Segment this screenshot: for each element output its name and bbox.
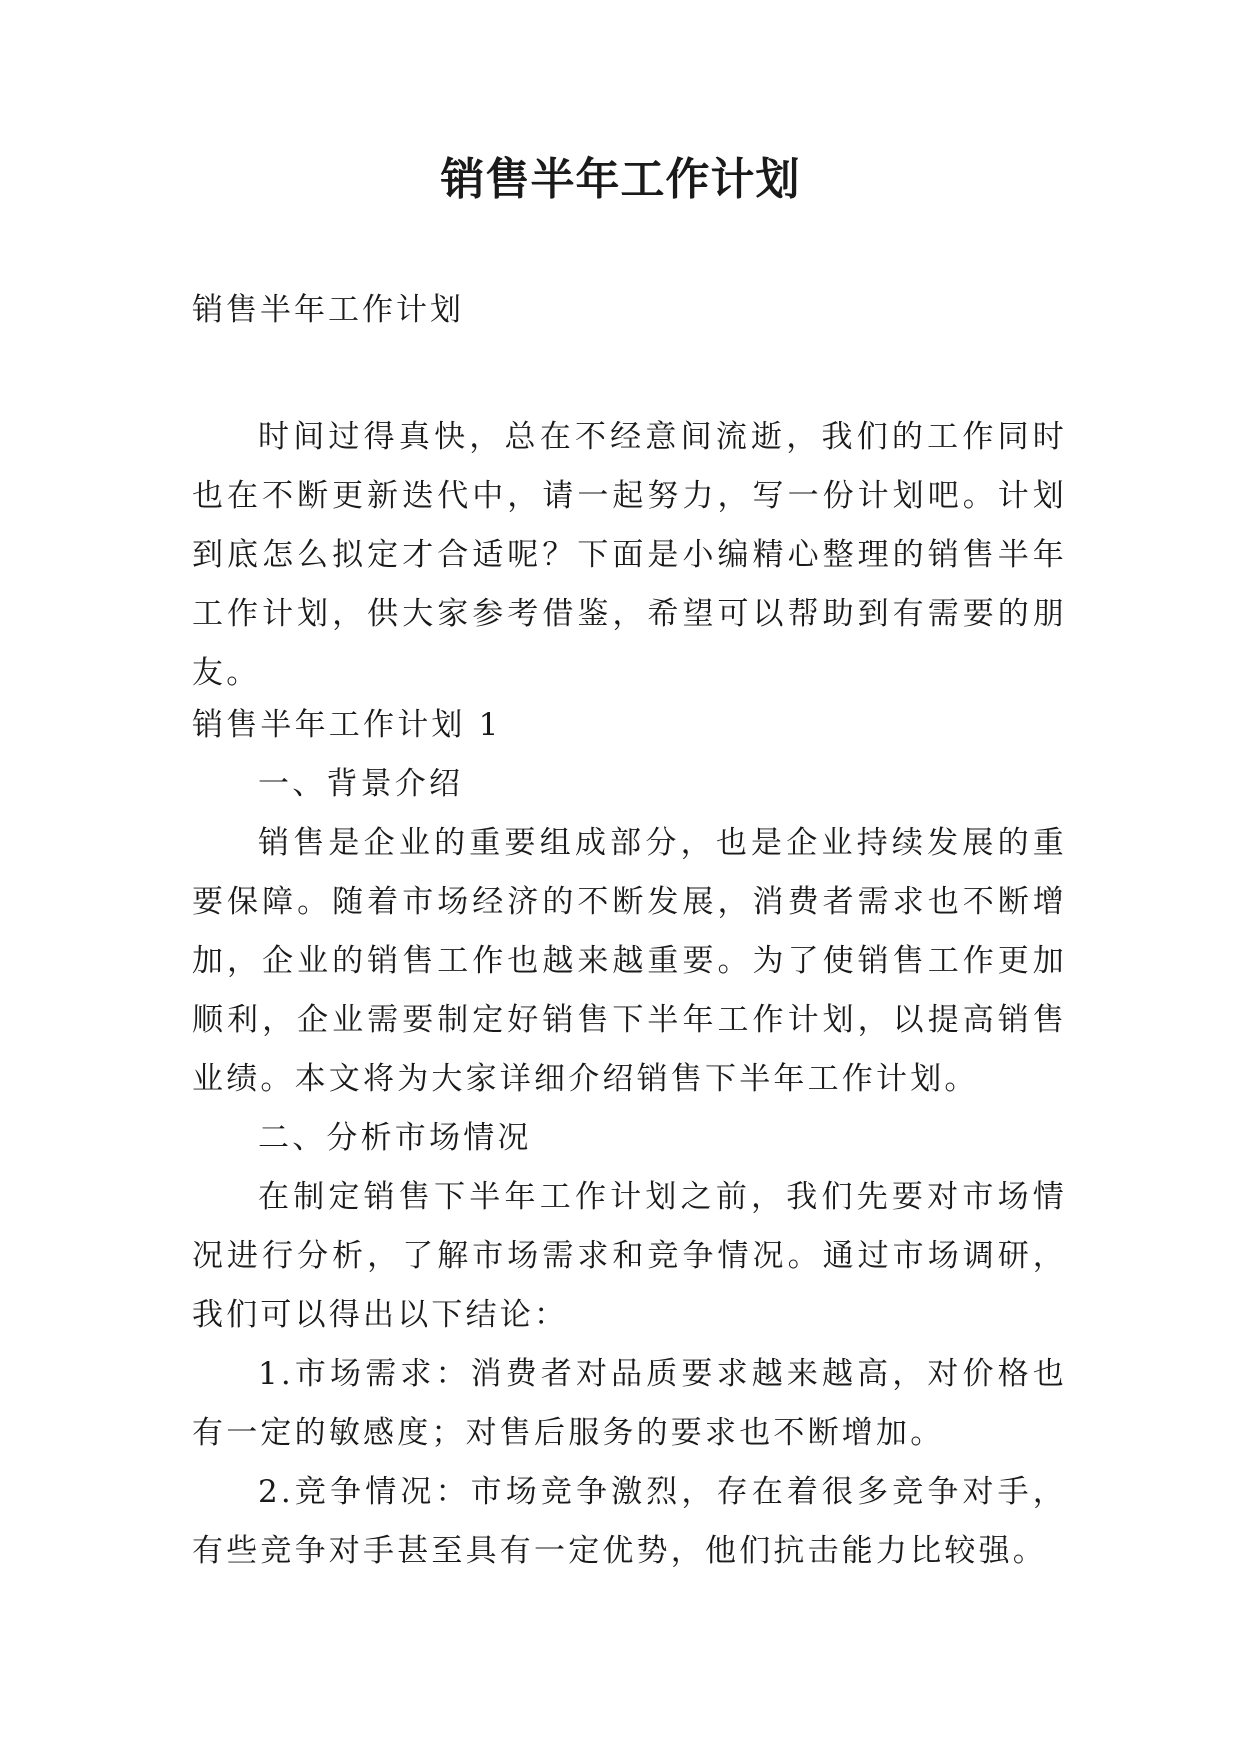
main-content <box>192 696 1067 1581</box>
intro-paragraph: 时间过得真快，总在不经意间流逝，我们的工作同时也在不断更新迭代中，请一起努力，写一份计划吧。计划到底怎么拟定才合适呢？下面是小编精心整理的销售半年工作计划，供大家参考借鉴，希望可以帮助到有需要的朋友。 <box>192 419 1067 691</box>
paragraph-market-analysis: 在制定销售下半年工作计划之前，我们先要对市场情况进行分析，了解市场需求和竞争情况。通过市场调研，我们可以得出以下结论： <box>192 1179 1067 1333</box>
section-title: 销售半年工作计划 1 <box>192 707 502 743</box>
document-subtitle: 销售半年工作计划 <box>192 292 464 328</box>
list-item-competition: 2.竞争情况：市场竞争激烈，存在着很多竞争对手，有些竞争对手甚至具有一定优势，他们抗击能力比较强。 <box>192 1474 1067 1569</box>
document-title: 销售半年工作计划 <box>440 154 801 205</box>
paragraph-background: 销售是企业的重要组成部分，也是企业持续发展的重要保障。随着市场经济的不断发展，消费者需求也不断增加，企业的销售工作也越来越重要。为了使销售工作更加顺利，企业需要制定好销售下半年工作计划，以提高销售业绩。本文将为大家详细介绍销售下半年工作计划。 <box>192 825 1067 1097</box>
heading-market-analysis: 二、分析市场情况 <box>258 1120 532 1156</box>
heading-background: 一、背景介绍 <box>258 766 464 802</box>
list-item-market-demand: 1.市场需求：消费者对品质要求越来越高，对价格也有一定的敏感度；对售后服务的要求也不断增加。 <box>192 1356 1067 1451</box>
intro-block <box>192 408 1067 703</box>
